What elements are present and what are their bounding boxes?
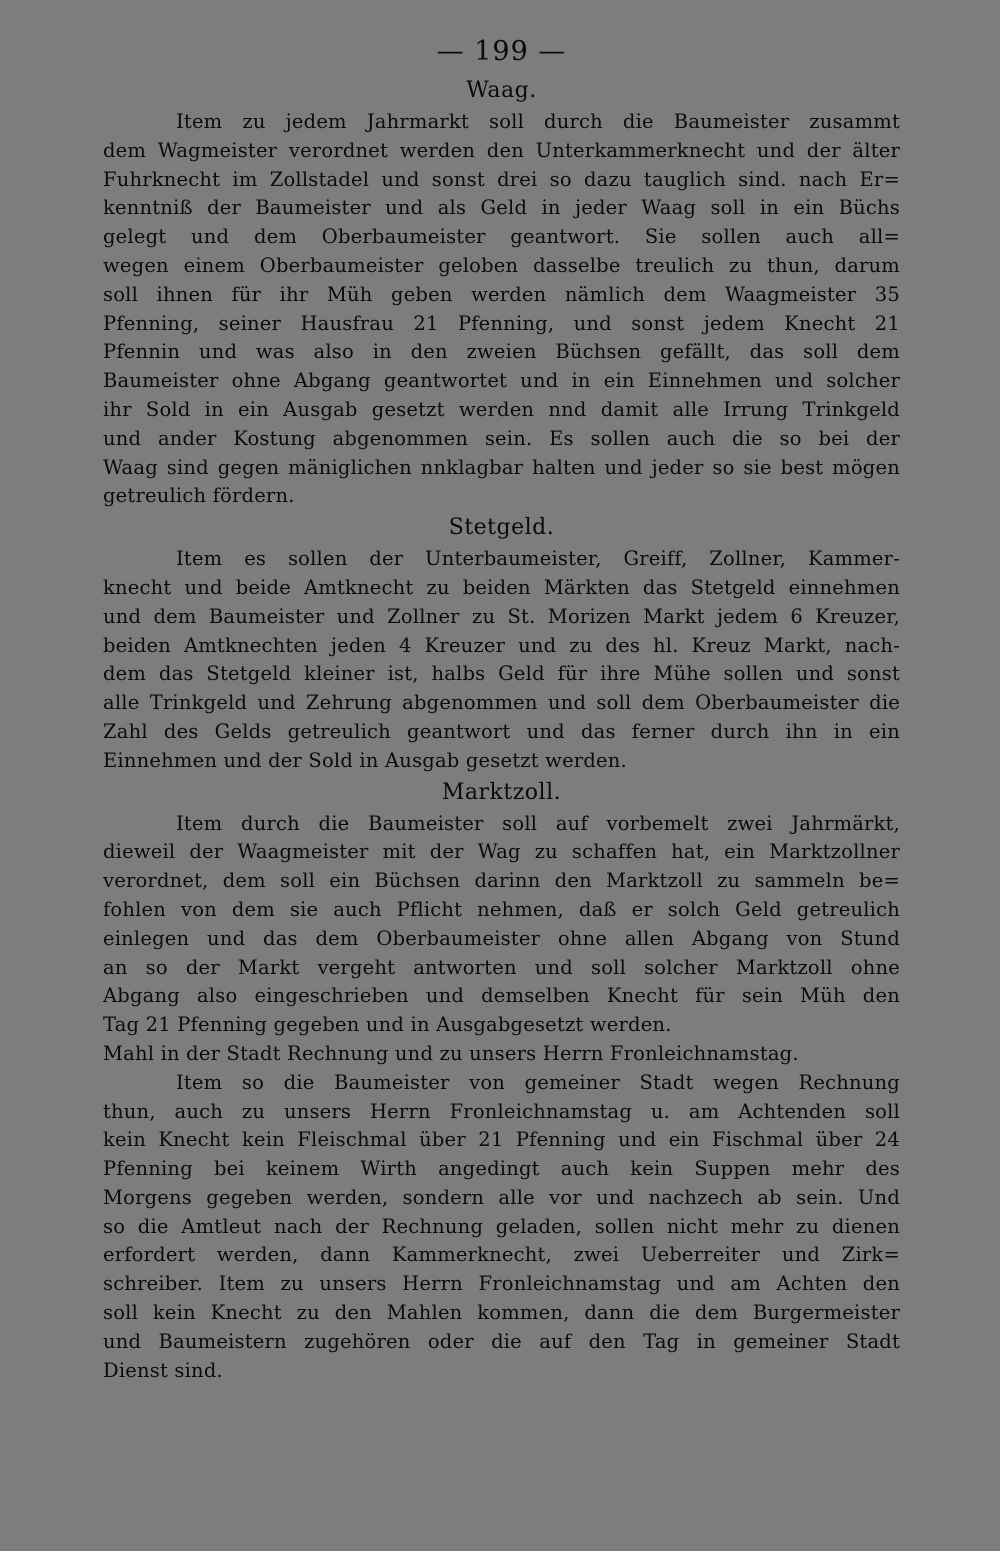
text-line: Einnehmen und der Sold in Ausgab gesetzt werden.: [103, 748, 627, 772]
text-line: kenntniß der Baumeister und als Geld in jeder Waag soll in ein Büchs: [103, 196, 900, 220]
page-body: [103, 74, 900, 1385]
text-line: Item zu jedem Jahrmarkt soll durch die Baumeister zusammt: [176, 110, 900, 133]
text-line: und ander Kostung abgenommen sein. Es sollen auch die so bei der: [103, 426, 900, 450]
text-line: Zahl des Gelds getreulich geantwort und das ferner durch ihn in ein: [103, 719, 900, 743]
text-line: dem das Stetgeld kleiner ist, halbs Geld für ihre Mühe sollen und sonst: [103, 662, 900, 686]
text-line: kein Knecht kein Fleischmal über 21 Pfenning und ein Fischmal über 24: [103, 1128, 900, 1152]
text-line: so die Amtleut nach der Rechnung geladen, sollen nicht mehr zu dienen: [103, 1214, 900, 1238]
text-line: erfordert werden, dann Kammerknecht, zwei Ueberreiter und Zirk=: [103, 1243, 900, 1267]
text-line: knecht und beide Amtknecht zu beiden Märkten das Stetgeld einnehmen: [103, 575, 900, 599]
text-line: Mahl in der Stadt Rechnung und zu unsers Herrn Fronleichnamstag.: [103, 1041, 799, 1065]
section-heading: Waag.: [466, 78, 537, 103]
text-line: gelegt und dem Oberbaumeister geantwort. Sie sollen auch all=: [103, 225, 900, 249]
text-line: Pfenning bei keinem Wirth angedingt auch kein Suppen mehr des: [103, 1157, 900, 1181]
text-line: Item so die Baumeister von gemeiner Stadt wegen Rechnung: [176, 1070, 900, 1094]
section-heading: Stetgeld.: [448, 515, 555, 541]
paragraph: [103, 1069, 900, 1386]
text-line: an so der Markt vergeht antworten und soll solcher Marktzoll ohne: [103, 955, 900, 979]
page-number: — 199 —: [436, 36, 567, 67]
text-line: wegen einem Oberbaumeister geloben dasselbe treulich zu thun, darum: [103, 253, 900, 277]
text-line: Tag 21 Pfenning gegeben und in Ausgabgesetzt werden.: [103, 1013, 672, 1037]
text-line: alle Trinkgeld und Zehrung abgenommen und soll dem Oberbaumeister die: [103, 691, 900, 715]
paragraph: [103, 545, 900, 775]
text-line: soll ihnen für ihr Müh geben werden nämlich dem Waagmeister 35: [103, 282, 900, 306]
text-line: Item es sollen der Unterbaumeister, Greiff, Zollner, Kammer-: [176, 547, 900, 571]
text-line: Waag sind gegen mäniglichen nnklagbar halten und jeder so sie best mögen: [103, 455, 900, 479]
text-line: einlegen und das dem Oberbaumeister ohne allen Abgang von Stund: [103, 926, 900, 950]
book-page: [103, 30, 900, 1385]
paragraph: [103, 810, 900, 1040]
text-line: Dienst sind.: [103, 1358, 223, 1382]
text-line: thun, auch zu unsers Herrn Fronleichnamstag u. am Achtenden soll: [103, 1099, 900, 1123]
text-line: Fuhrknecht im Zollstadel und sonst drei so dazu tauglich sind. nach Er=: [103, 167, 900, 191]
paragraph: [103, 108, 900, 511]
text-line: und Baumeistern zugehören oder die auf den Tag in gemeiner Stadt: [103, 1329, 900, 1353]
text-line: dieweil der Waagmeister mit der Wag zu schaffen hat, ein Marktzollner: [103, 840, 900, 864]
section-heading: Marktzoll.: [441, 779, 562, 805]
text-line: schreiber. Item zu unsers Herrn Fronleichnamstag und am Achten den: [103, 1272, 900, 1296]
text-line: Item durch die Baumeister soll auf vorbemelt zwei Jahrmärkt,: [176, 811, 900, 835]
text-line: soll kein Knecht zu den Mahlen kommen, dann die dem Burgermeister: [103, 1301, 900, 1325]
text-line: Pfenning, seiner Hausfrau 21 Pfenning, und sonst jedem Knecht 21: [103, 311, 900, 335]
text-line: fohlen von dem sie auch Pflicht nehmen, daß er solch Geld getreulich: [103, 897, 900, 921]
text-line: dem Wagmeister verordnet werden den Unterkammerknecht und der älter: [103, 138, 900, 162]
text-line: Morgens gegeben werden, sondern alle vor und nachzech ab sein. Und: [103, 1185, 900, 1209]
text-line: verordnet, dem soll ein Büchsen darinn den Marktzoll zu sammeln be=: [103, 869, 900, 893]
text-line: ihr Sold in ein Ausgab gesetzt werden nnd damit alle Irrung Trinkgeld: [103, 397, 900, 421]
text-line: Baumeister ohne Abgang geantwortet und in ein Einnehmen und solcher: [103, 369, 900, 393]
text-line: und dem Baumeister und Zollner zu St. Morizen Markt jedem 6 Kreuzer,: [103, 604, 900, 628]
paragraph: [103, 1040, 900, 1069]
text-line: beiden Amtknechten jeden 4 Kreuzer und zu des hl. Kreuz Markt, nach-: [103, 633, 900, 657]
text-line: getreulich fördern.: [103, 484, 295, 508]
text-line: Abgang also eingeschrieben und demselben Knecht für sein Müh den: [103, 984, 900, 1008]
text-line: Pfennin und was also in den zweien Büchsen gefällt, das soll dem: [103, 340, 900, 364]
